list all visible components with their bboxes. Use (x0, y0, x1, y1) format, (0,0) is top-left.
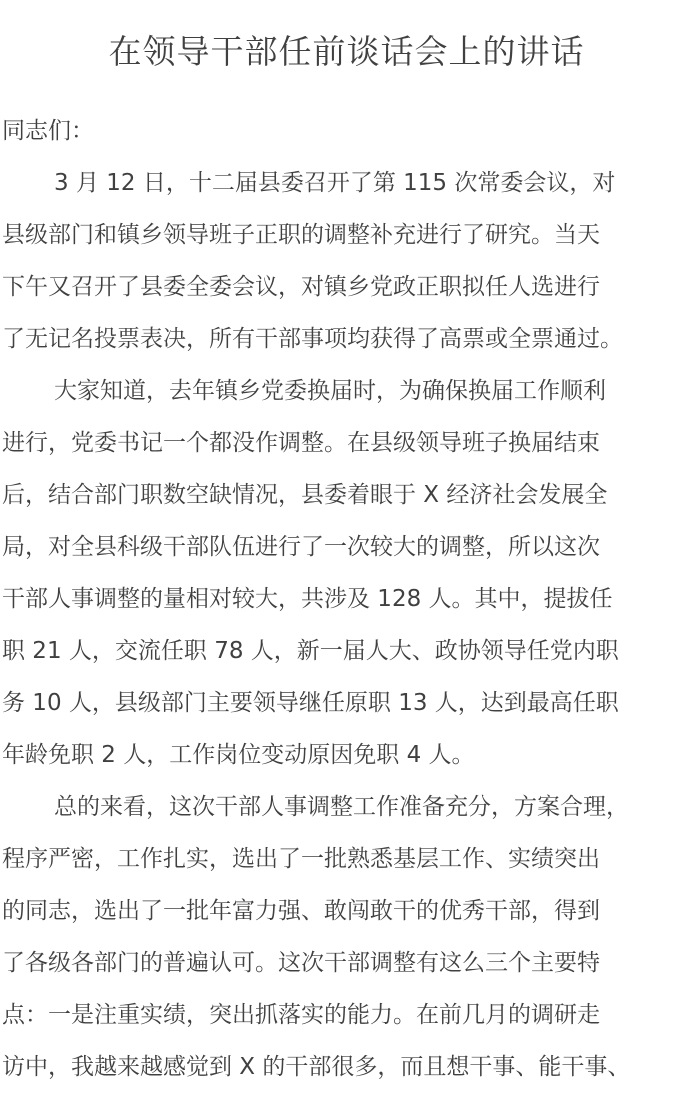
paragraph-line: 务 10 人，县级部门主要领导继任原职 13 人，达到最高任职 (2, 690, 619, 716)
salutation: 同志们： (2, 118, 94, 144)
paragraph-line: 局，对全县科级干部队伍进行了一次较大的调整，所以这次 (2, 534, 600, 560)
paragraph-line: 总的来看，这次干部人事调整工作准备充分，方案合理， (54, 794, 629, 820)
paragraph-line: 访中，我越来越感觉到 X 的干部很多，而且想干事、能干事、 (2, 1054, 631, 1080)
paragraph-line: 进行，党委书记一个都没作调整。在县级领导班子换届结束 (2, 430, 600, 456)
paragraph-line: 干部人事调整的量相对较大，共涉及 128 人。其中，提拔任 (2, 586, 613, 612)
paragraph-line: 了无记名投票表决，所有干部事项均获得了高票或全票通过。 (2, 326, 623, 352)
paragraph-line: 了各级各部门的普遍认可。这次干部调整有这么三个主要特 (2, 950, 600, 976)
document-title: 在领导干部任前谈话会上的讲话 (108, 32, 585, 71)
paragraph-line: 大家知道，去年镇乡党委换届时，为确保换届工作顺利 (54, 378, 606, 404)
paragraph-line: 后，结合部门职数空缺情况，县委着眼于 X 经济社会发展全 (2, 482, 608, 508)
paragraph-line: 3 月 12 日，十二届县委召开了第 115 次常委会议，对 (54, 170, 616, 196)
paragraph-line: 的同志，选出了一批年富力强、敢闯敢干的优秀干部，得到 (2, 898, 600, 924)
paragraph-line: 县级部门和镇乡领导班子正职的调整补充进行了研究。当天 (2, 222, 600, 248)
paragraph-line: 下午又召开了县委全委会议，对镇乡党政正职拟任人选进行 (2, 274, 600, 300)
paragraph-line: 年龄免职 2 人，工作岗位变动原因免职 4 人。 (2, 742, 475, 768)
paragraph-line: 程序严密，工作扎实，选出了一批熟悉基层工作、实绩突出 (2, 846, 600, 872)
paragraph-line: 职 21 人，交流任职 78 人，新一届人大、政协领导任党内职 (2, 638, 619, 664)
paragraph-line: 点：一是注重实绩，突出抓落实的能力。在前几月的调研走 (2, 1002, 600, 1028)
